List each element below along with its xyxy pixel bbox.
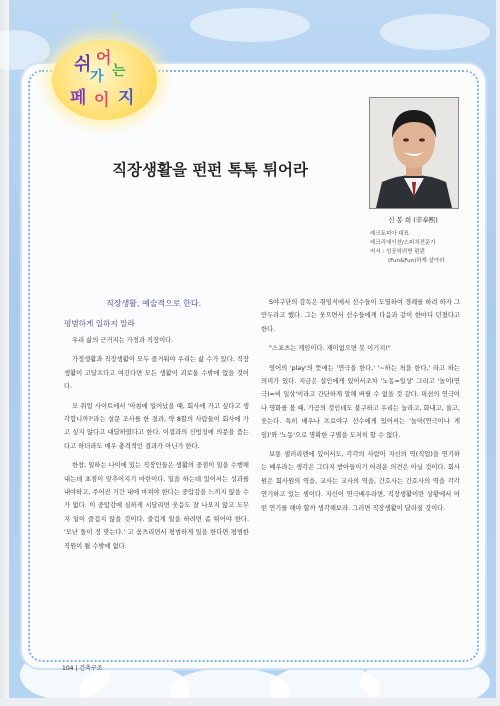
paragraph: S야구단의 감독은 취임식에서 선수들이 도열하여 경례를 하려 하자 그만두라고 했다. 그는 웃으면서 선수들에게 다음과 같이 한마디 던졌다고 한다. — [261, 299, 460, 333]
paragraph: 영어의 'play'의 뜻에는 '연극을 한다,' '~하는 척을 한다,' 라고 하는 의미가 있다. 지금은 설인에게 있어서조차 '노동=일상' 그리고 '놀이(연극)=비 일상'이라고 간단하게 말해 버릴 수 없을 것 같다. 픽션의 연극이나 영화를 볼 때, 가공의 것인데도 불구하고 우리는 놀라고, 화내고, 울고, 웃는다. 특히 배우나 프로야구 선수에게 있어서는 '놀이(연극이나 게임)'와 '노동'으로 명확한 구별을 도저히 할 수 없다. — [261, 364, 460, 439]
section-heading: 직장생활, 예술적으로 한다. — [106, 299, 202, 308]
author-info — [370, 230, 465, 266]
sub-heading: 평범하게 일하지 말라 — [64, 319, 135, 328]
quote-paragraph: "스포츠는 게임이다. 재미없으면 못 이기지!" — [269, 345, 391, 353]
paragraph: 가정생활과 직장생활이 모두 즐거워야 우리는 삶 수가 있다. 직장 생활이 고달프다고 여긴다면 모든 생활이 괴로울 수밖에 없을 것이다. — [64, 356, 249, 391]
author-info-line: 레크리에이션/스피치전문가 — [370, 240, 436, 246]
paragraph: 한창, 일하는 나이에 있는 직장인들은 생활의 중점이 일을 수행해내는데 초점이 맞추어지기 마련이다. 일을 하는데 있어서는 성과를 내야하고, 주어진 기간 내에 마쳐야 한다는 중압감을 느끼지 않을 수가 없다. 이 중압감에 심하게 시달리면 웃음도 잘 나오지 않고 도무지 일이 즐겁지 않을 것이다. 즐겁게 일을 하려면 좀 튀어야 한다. '모난 돌이 정 맞는다.' 고 움츠리면서 평범하게 일을 한다면 평범한 직원이 될 수밖에 없다. — [64, 462, 249, 550]
badge-char: 페 — [70, 88, 87, 108]
page-edge-left — [0, 0, 9, 706]
author-info-line: 레크토피아 대표 — [370, 231, 409, 237]
cloud-decoration — [190, 8, 310, 42]
left-text-column — [64, 334, 249, 559]
paragraph: 보통 샐러리맨에 있어서도, 각각의 사람이 자신의 역(직업)을 연기하는 배우라는 생각은 그다지 받아들이기 어려운 의견은 아닐 것이다. 회사원은 회사원의 역을, 교사는 교사의 역을, 간호사는 간호사의 역을 각각 연기하고 있는 셈이다. 자신이 연극배우라면, 직장생활이란 상황에서 어떤 연기를 해야 할까 생각해보라. 그러면 직장생활이 달라질 것이다. — [261, 451, 460, 512]
author-info-line: (Fun&Fun)하게 살아라 — [388, 258, 445, 264]
cloud-decoration — [380, 14, 490, 50]
author-portrait-illustration — [370, 98, 458, 208]
moon-icon: ☾ — [112, 12, 125, 28]
right-text-column — [261, 296, 460, 521]
page-footer: 104 | 건축구조 — [62, 665, 103, 672]
page-edge-bottom — [0, 698, 500, 706]
badge-char: 어 — [96, 48, 112, 67]
badge-char: 이 — [94, 90, 110, 109]
author-info-line: 저서 : 성공하려면 펀펀 — [370, 249, 425, 255]
badge-char: 쉬 — [74, 54, 92, 75]
article-title: 직장생활을 펀펀 톡톡 튀어라 — [112, 161, 308, 179]
page-edge-right — [496, 0, 500, 706]
badge-char: 지 — [118, 88, 135, 108]
author-name: 신 봉 희 (辛奉熙) — [388, 216, 438, 224]
paragraph: 우리 삶의 근거지는 가정과 직장이다. — [72, 337, 174, 344]
author-photo — [369, 97, 459, 209]
section-badge — [52, 40, 157, 120]
badge-char: 가 — [90, 69, 104, 85]
paragraph: 모 취업 사이트에서 '아침에 일어났을 때, 회사에 가고 싶다고 생각합니까?'라는 설문 조사를 한 결과, 약 8할의 사람들이 회사에 가고 싶지 않다고 대답하였다고 한다. 이결과의 신빙성에 의문을 품는다고 하더라도 매우 충격적인 결과가 아닌가 한다. — [64, 402, 249, 450]
badge-char: 는 — [112, 63, 126, 79]
